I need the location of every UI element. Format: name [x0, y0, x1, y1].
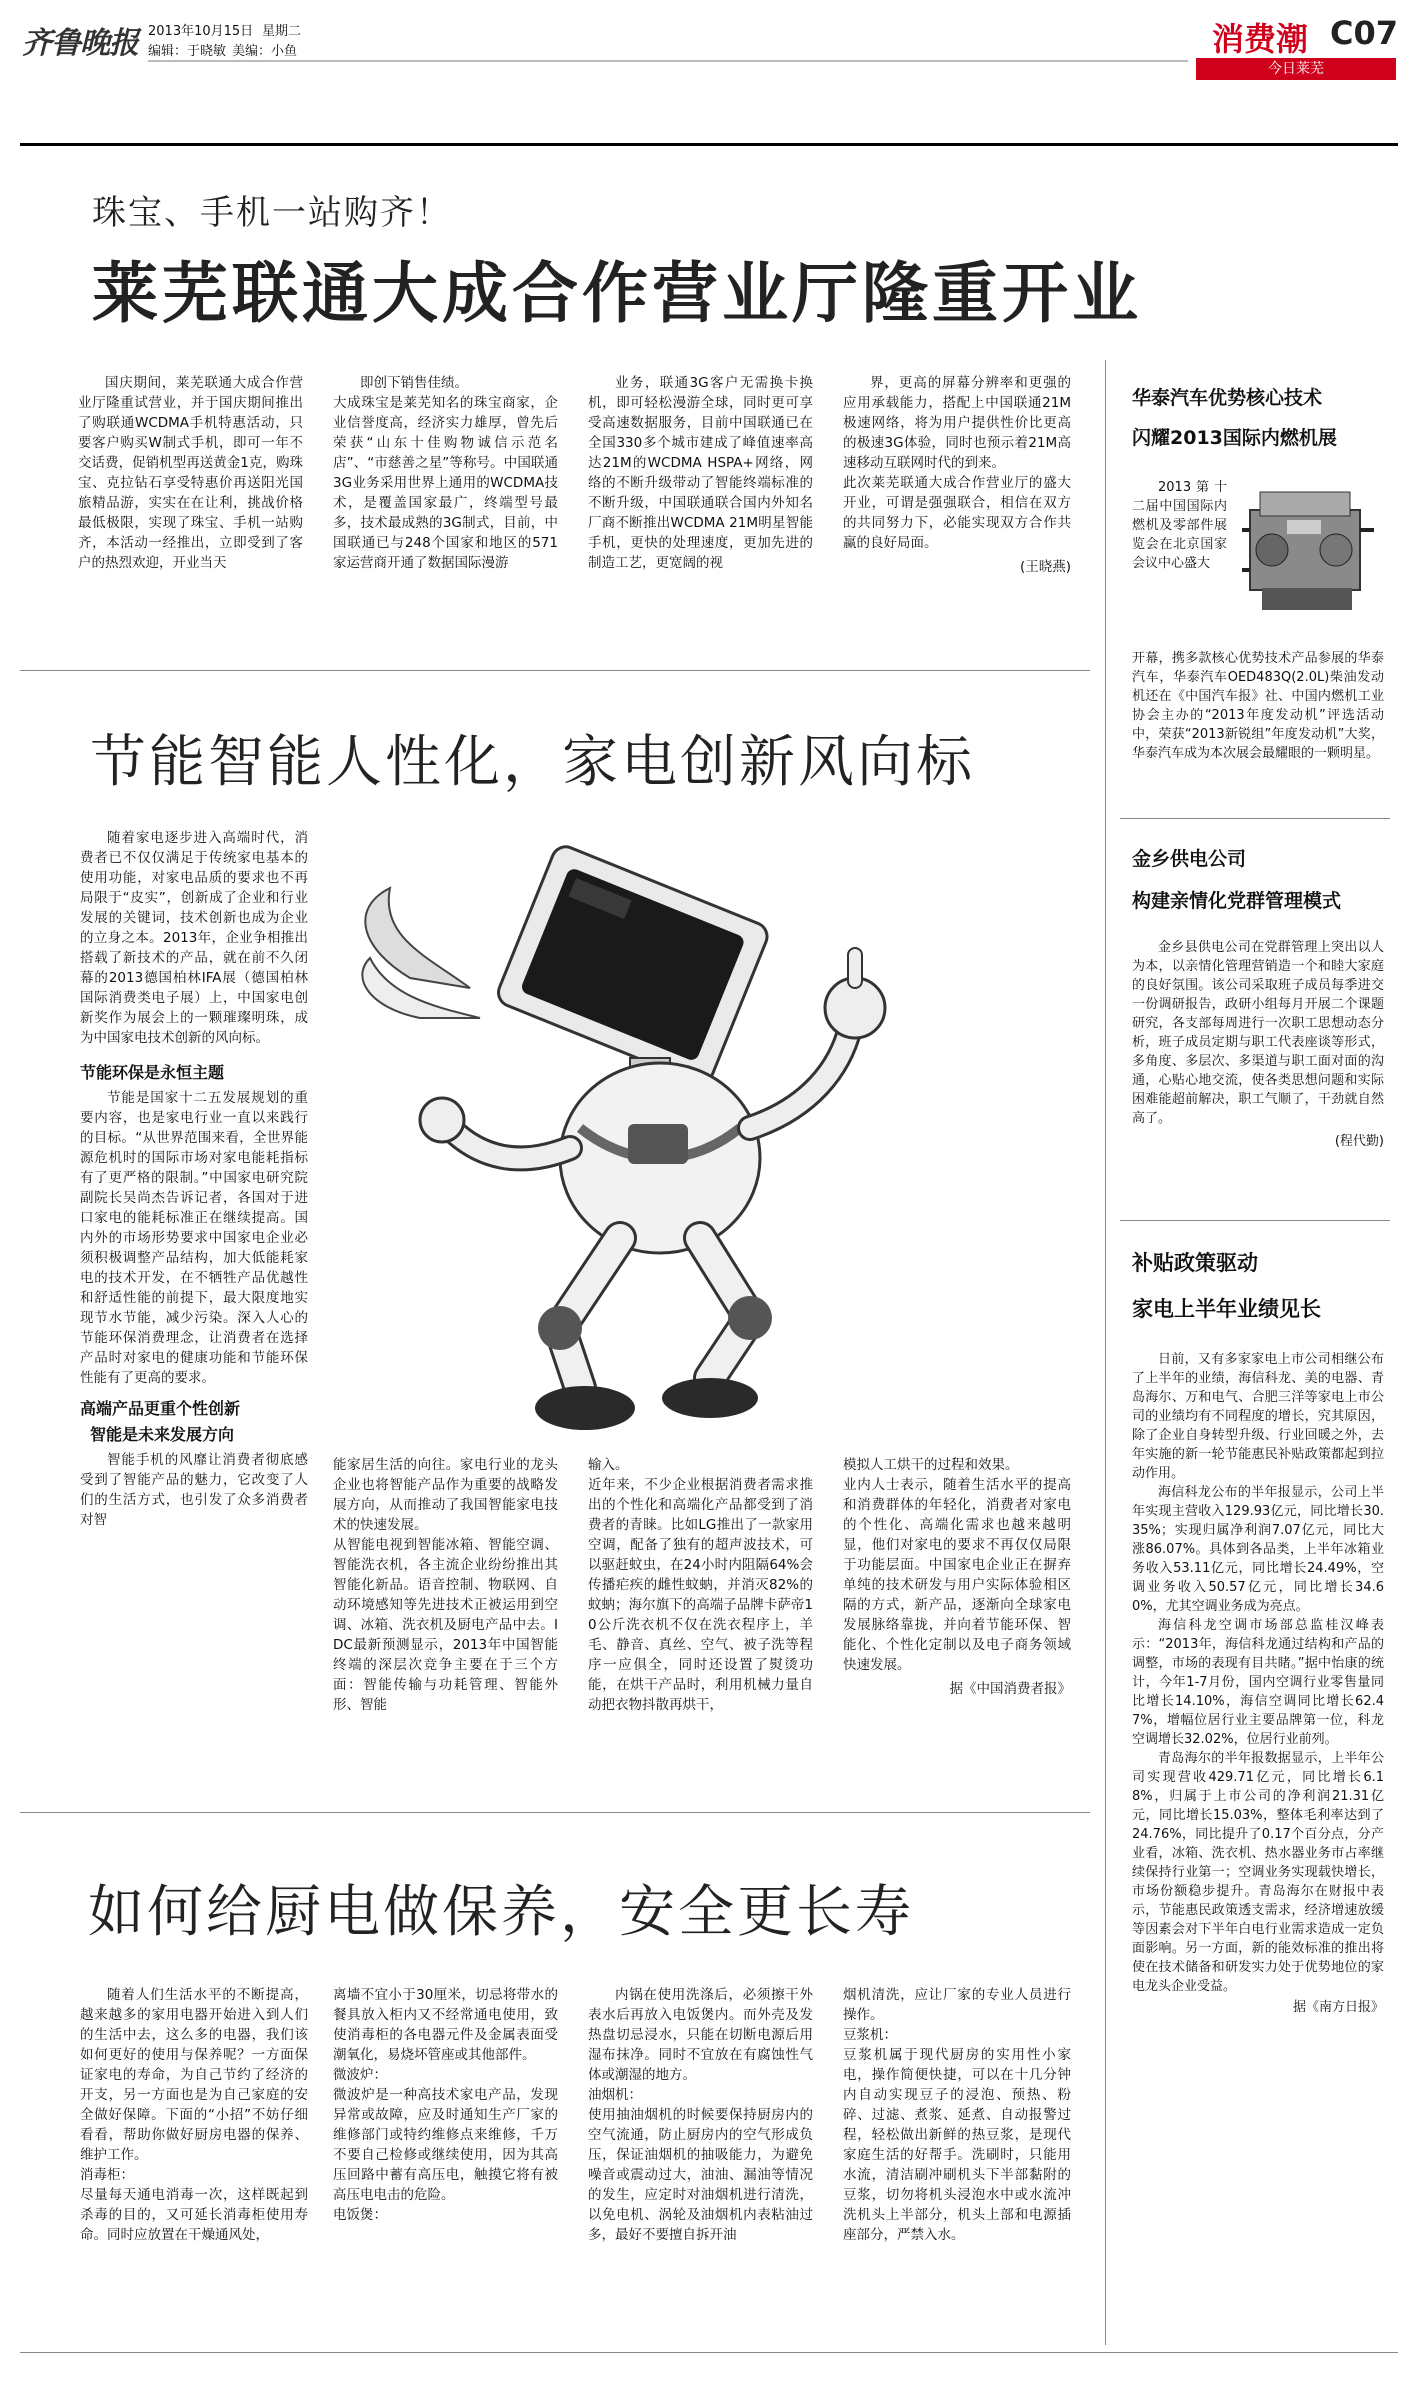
- masthead: [0, 0, 1417, 90]
- article2-subhead-2: 高端产品更重个性创新: [80, 1399, 241, 1418]
- paragraph: 青岛海尔的半年报数据显示，上半年公司实现营收429.71亿元，同比增长6.18%，归属于上市公司的净利润21.31亿元，同比增长15.03%，整体毛利率达到了24.76%，同比提升了0.17个百分点，分产业看，冰箱、洗衣机、热水器业务市占率继续保持行业第一；空调业务实现载快增长，市场份额稳步提升。青岛海尔在财报中表示，节能惠民政策透支需求，经济增速放缓等因素会对下半年白电行业需求造成一定负面影响。另一方面，新的能效标准的推出将使在技术储备和研发实力处于优势地位的家电龙头企业受益。: [1132, 1751, 1384, 1994]
- bottom-rule: [20, 2352, 1398, 2353]
- issue-date: 2013年10月15日: [148, 24, 254, 39]
- paragraph: 海信科龙空调市场部总监桂汉峰表示：“2013年，海信科龙通过结构和产品的调整，市场的表现有目共睹。”据中怡康的统计，今年1-7月份，国内空调行业零售量同比增长14.10%，海信空调同比增长62.47%，增幅位居行业主要品牌第一位，科龙空调增长32.02%，位居行业前列。: [1132, 1618, 1384, 1747]
- article1-kicker: 珠宝、手机一站购齐！: [92, 193, 452, 233]
- article2-col1: [80, 828, 308, 1530]
- sidebar3-headline-line2: 家电上半年业绩见长: [1132, 1297, 1321, 1321]
- article3-col2: [333, 1985, 558, 2225]
- issue-weekday: 星期二: [262, 24, 302, 39]
- article2-col3: [588, 1455, 813, 1715]
- paragraph: 烟机清洗，应让厂家的专业人员进行操作。 豆浆机： 豆浆机属于现代厨房的实用性小家电，操作简便快捷，可以在十几分钟内自动实现豆子的浸泡、预热、粉碎、过滤、煮浆、延煮、自动报警过程，轻松做出新鲜的热豆浆，是现代家庭生活的好帮手。洗刷时，只能用水流，清洁刷冲刷机头下半部黏附的豆浆，切勿将机头浸泡水中或水流冲洗机头上半部分，机头上部和电源插座部分，严禁入水。: [843, 1987, 1071, 2243]
- paragraph: 金乡县供电公司在党群管理上突出以人为本，以亲情化管理营销造一个和睦大家庭的良好氛围。该公司采取班子成员每季进交一份调研报告，政研小组每月开展二个课题研究，各支部每周进行一次职工思想动态分析，班子成员定期与职工代表座谈等形式，多角度、多层次、多渠道与职工面对面的沟通，心贴心地交流，使各类思想问题和实际困难能超前解决，职工气顺了，干劲就自然高了。: [1132, 940, 1384, 1126]
- sidebar3-source: 据《南方日报》: [1292, 2000, 1384, 2015]
- article1-col2: [333, 373, 558, 573]
- article2-col2: [333, 1455, 558, 1715]
- paragraph: 节能是国家十二五发展规划的重要内容，也是家电行业一直以来践行的目标。“从世界范围来看，全世界能源危机时的国际市场对家电能耗指标有了更严格的限制。”中国家电研究院副院长吴尚杰告诉记者，各国对于进口家电的能耗标准正在继续提高。国内外的市场形势要求中国家电企业必须积极调整产品结构，加大低能耗家电的技术开发，在不牺牲产品优越性和舒适性能的前提下，最大限度地实现节水节能，减少污染。深入人心的节能环保消费理念，让消费者在选择产品时对家电的健康功能和节能环保性能有了更高的要求。: [80, 1090, 308, 1386]
- tv-mascot-illustration: [330, 828, 1070, 1448]
- paragraph: 即创下销售佳绩。 大成珠宝是莱芜知名的珠宝商家，企业信誉度高，经济实力雄厚，曾先后荣获“山东十佳购物诚信示范名店”、“市慈善之星”等称号。中国联通3G业务采用世界上通用的WCDMA技术，是覆盖国家最广，终端型号最多，技术最成熟的3G制式，目前，中国联通已与248个国家和地区的571家运营商开通了数据国际漫游: [333, 375, 558, 571]
- sidebar1-body: 开幕，携多款核心优势技术产品参展的华泰汽车，华泰汽车OED483Q(2.0L)柴油发动机还在《中国汽车报》社、中国内燃机工业协会主办的“2013年度发动机”评选活动中，荣获“2013新锐组”年度发动机”大奖，华泰汽车成为本次展会最耀眼的一颗明星。: [1132, 651, 1384, 761]
- article2-subhead-1: 节能环保是永恒主题: [80, 1063, 225, 1082]
- article1-col4: [843, 373, 1071, 577]
- article3-col3: [588, 1985, 813, 2245]
- sidebar-rule-1: [1120, 818, 1390, 819]
- article3-headline: 如何给厨电做保养，安全更长寿: [88, 1880, 914, 1945]
- designer-credit: 美编：小鱼: [232, 44, 298, 59]
- article2-source: 据《中国消费者报》: [949, 1681, 1071, 1697]
- sidebar1-headline-line2: 闪耀2013国际内燃机展: [1132, 427, 1337, 449]
- paragraph: 内锅在使用洗涤后，必须擦干外表水后再放入电饭煲内。而外壳及发热盘切忌浸水，只能在切断电源后用湿布抹净。同时不宜放在有腐蚀性气体或潮湿的地方。 油烟机： 使用抽油烟机的时候要保持厨房内的空气流通，防止厨房内的空气形成负压，保证油烟机的抽吸能力，为避免噪音或震动过大，油油、漏油等情况的发生，应定时对油烟机进行清洗，以免电机、涡轮及油烟机内表粘油过多，最好不要擅自拆开油: [588, 1987, 813, 2243]
- paragraph: 离墙不宜小于30厘米，切忌将带水的餐具放入柜内又不经常通电使用，致使消毒柜的各电器元件及金属表面受潮氧化，易烧坏管座或其他部件。 微波炉： 微波炉是一种高技术家电产品，发现异常或故障，应及时通知生产厂家的维修部门或特约维修点来维修，千万不要自己检修或继续使用，因为其高压回路中蓄有高压电，触摸它将有被高压电电击的危险。 电饭煲：: [333, 1987, 558, 2223]
- paragraph: 模拟人工烘干的过程和效果。 业内人士表示，随着生活水平的提高和消费群体的年轻化，消费者对家电的个性化、高端化需求也越来越明显，他们对家电的要求不再仅仅局限于功能层面。中国家电企业正在摒弃单纯的技术研发与用户实际体验相区隔的方式，新产品，逐渐向全球家电发展脉络靠拢，并向着节能环保、智能化、个性化定制以及电子商务领域快速发展。: [843, 1457, 1071, 1673]
- paragraph: 业务，联通3G客户无需换卡换机，即可轻松漫游全球，同时更可享受高速数据服务，目前中国联通已在全国330多个城市建成了峰值速率高达21M的WCDMA HSPA+网络，网络的不断升级带动了智能终端标准的不断升级，中国联通联合国内外知名厂商不断推出WCDMA 21M明星智能手机，更快的处理速度，更加先进的制造工艺，更宽阔的视: [588, 375, 813, 571]
- article2-col4: [843, 1455, 1071, 1699]
- page-number: C07: [1330, 14, 1399, 52]
- paragraph: 输入。 近年来，不少企业根据消费者需求推出的个性化和高端化产品都受到了消费者的青睐。比如LG推出了一款家用空调，配备了独有的超声波技术，可以驱赶蚊虫，在24小时内阻隔64%会传播疟疾的雌性蚊蚋，并消灭82%的蚊蚋；海尔旗下的高端子品牌卡萨帝10公斤洗衣机不仅在洗衣程序上，羊毛、静音、真丝、空气、被子洗等程序一应俱全，同时还设置了熨烫功能，在烘干产品时，利用机械力量自动把衣物抖散再烘干，: [588, 1457, 813, 1713]
- sidebar2-body: [1132, 938, 1384, 1151]
- sidebar3-headline: [1132, 1240, 1382, 1332]
- article2-headline: 节能智能人性化，家电创新风向标: [90, 730, 975, 795]
- article1-source: (王晓燕): [1019, 559, 1071, 575]
- article3-col1: [80, 1985, 308, 2245]
- sidebar1-headline-line1: 华泰汽车优势核心技术: [1132, 387, 1323, 409]
- sidebar1-body-narrow: 2013第十二届中国国际内燃机及零部件展览会在北京国家会议中心盛大: [1132, 480, 1227, 571]
- paragraph: 能家居生活的向往。家电行业的龙头企业也将智能产品作为重要的战略发展方向，从而推动了我国智能家电技术的快速发展。 从智能电视到智能冰箱、智能空调、智能洗衣机，各主流企业纷纷推出其智能化新品。语音控制、物联网、自动环境感知等先进技术正被运用到空调、冰箱、洗衣机及厨电产品中去。IDC最新预测显示，2013年中国智能终端的深层次竞争主要在于三个方面：智能传输与功耗管理、智能外形、智能: [333, 1457, 558, 1713]
- article3-top-rule: [20, 1812, 1090, 1813]
- sidebar2-headline-line2: 构建亲情化党群管理模式: [1132, 890, 1342, 912]
- masthead-rule: [148, 60, 1188, 62]
- engine-photo: [1232, 470, 1382, 638]
- paragraph: 随着人们生活水平的不断提高，越来越多的家用电器开始进入到人们的生活中去，这么多的电器，我们该如何更好的使用与保养呢？一方面保证家电的寿命，为自己节约了经济的开支，另一方面也是为自己家庭的安全做好保障。下面的“小招”不妨仔细看看，帮助你做好厨房电器的保养、维护工作。 消毒柜： 尽量每天通电消毒一次，这样既起到杀毒的目的，又可延长消毒柜使用寿命。同时应放置在干燥通风处，: [80, 1987, 308, 2243]
- top-divider: [20, 143, 1398, 146]
- paragraph: 智能手机的风靡让消费者彻底感受到了智能产品的魅力，它改变了人们的生活方式，也引发了众多消费者对智: [80, 1452, 308, 1528]
- article1-col3: [588, 373, 813, 573]
- paragraph: 国庆期间，莱芜联通大成合作营业厅隆重试营业，并于国庆期间推出了购联通WCDMA手机特惠活动，只要客户购买W制式手机，即可一年不交话费，促销机型再送黄金1克，购珠宝、克拉钻石享受特惠价再送阳光国旅精品游，实实在在让利，挑战价格最低极限，实现了珠宝、手机一站购齐，本活动一经推出，立即受到了客户的热烈欢迎，开业当天: [78, 375, 303, 571]
- sidebar-rule-2: [1120, 1220, 1390, 1221]
- sidebar1-headline: [1132, 378, 1382, 458]
- paragraph: 海信科龙公布的半年报显示，公司上半年实现主营收入129.93亿元，同比增长30.35%；实现归属净利润7.07亿元，同比大涨86.07%。具体到各品类，上半年冰箱业务收入53.11亿元，同比增长24.49%，空调业务收入50.57亿元，同比增长34.60%，尤其空调业务成为亮点。: [1132, 1485, 1384, 1614]
- article2-subhead-3: 智能是未来发展方向: [90, 1425, 235, 1444]
- sidebar3-body: [1132, 1350, 1384, 2017]
- editor-credit: 编辑：于晓敏: [148, 44, 227, 59]
- sidebar2-headline: [1132, 838, 1382, 922]
- sidebar3-headline-line1: 补贴政策驱动: [1132, 1251, 1258, 1275]
- sidebar2-source: (程代勤): [1334, 1134, 1384, 1149]
- paragraph: 日前，又有多家家电上市公司相继公布了上半年的业绩，海信科龙、美的电器、青岛海尔、万和电气、合肥三洋等家电上市公司的业绩均有不同程度的增长，究其原因，除了企业自身转型升级、行业回暖之外，去年实施的新一轮节能惠民补贴政策都起到拉动作用。: [1132, 1352, 1384, 1481]
- section-title: 消费潮: [1212, 20, 1309, 58]
- sidebar2-headline-line1: 金乡供电公司: [1132, 848, 1247, 870]
- article1-headline: 莱芜联通大成合作营业厅隆重开业: [92, 255, 1142, 332]
- article1-col1: [78, 373, 303, 573]
- paragraph: 界，更高的屏幕分辨率和更强的应用承载能力，搭配上中国联通21M极速网络，将为用户提供性价比更高的极速3G体验，同时也预示着21M高速移动互联网时代的到来。 此次莱芜联通大成合作营业厅的盛大开业，可谓是强强联合，相信在双方的共同努力下，必能实现双方合作共赢的良好局面。: [843, 375, 1071, 551]
- paragraph: 随着家电逐步进入高端时代，消费者已不仅仅满足于传统家电基本的使用功能，对家电品质的要求也不再局限于“皮实”，创新成了企业和行业发展的关键词，技术创新也成为企业的立身之本。2013年，企业争相推出搭载了新技术的产品，就在前不久闭幕的2013德国柏林IFA展（德国柏林国际消费类电子展）上，中国家电创新奖作为展会上的一颗璀璨明珠，成为中国家电技术创新的风向标。: [80, 830, 308, 1046]
- article2-top-rule: [20, 670, 1090, 671]
- paper-logo: 齐鲁晚报: [22, 26, 138, 61]
- subsection-badge: 今日莱芜: [1196, 58, 1396, 80]
- article3-col4: [843, 1985, 1071, 2245]
- sidebar-divider: [1105, 360, 1106, 2345]
